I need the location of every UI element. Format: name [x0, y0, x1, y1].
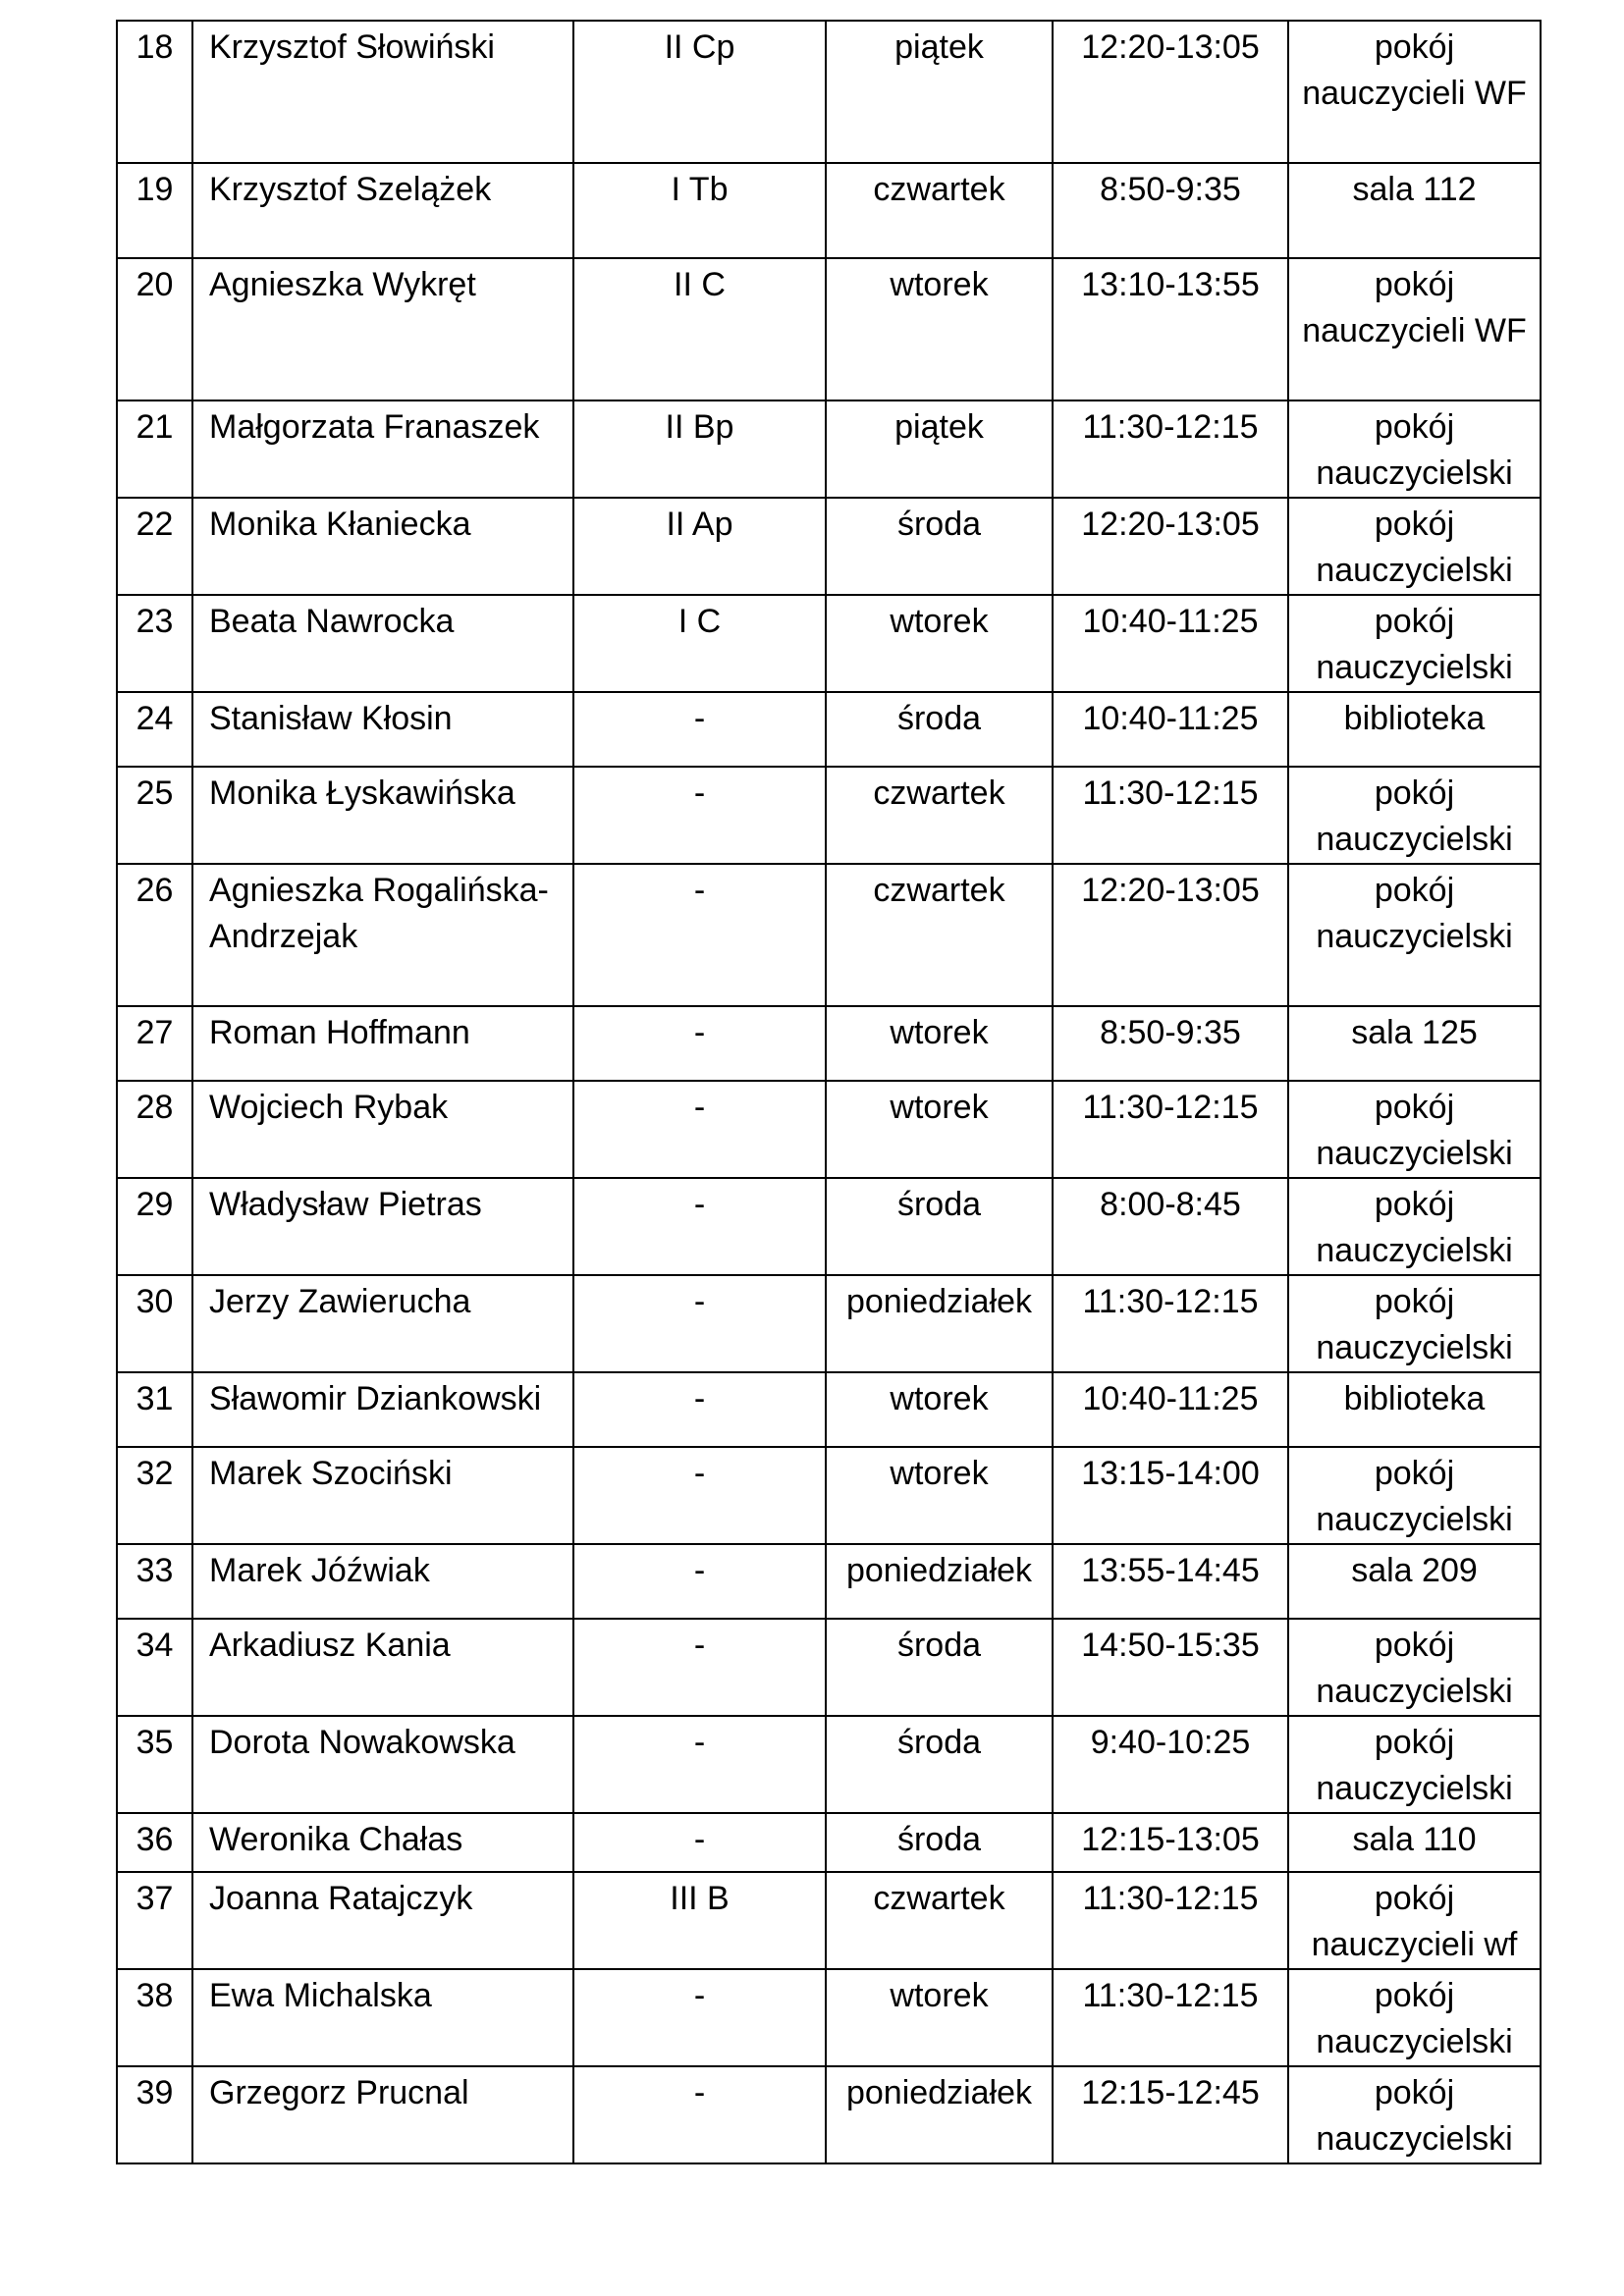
row-number-cell: 31 — [117, 1372, 192, 1447]
location-cell: pokój nauczycielski — [1288, 400, 1541, 498]
class-cell: - — [573, 2066, 826, 2163]
weekday-cell: wtorek — [826, 595, 1053, 692]
table-row — [117, 498, 1541, 595]
row-number-cell: 29 — [117, 1178, 192, 1275]
location-cell: pokój nauczycielski — [1288, 1275, 1541, 1372]
class-cell: - — [573, 1275, 826, 1372]
table-row — [117, 692, 1541, 767]
class-cell: - — [573, 1716, 826, 1813]
location-cell: sala 209 — [1288, 1544, 1541, 1619]
location-cell: biblioteka — [1288, 1372, 1541, 1447]
table-row — [117, 767, 1541, 864]
row-number-cell: 36 — [117, 1813, 192, 1872]
row-number-cell: 21 — [117, 400, 192, 498]
class-cell: I C — [573, 595, 826, 692]
location-cell: sala 125 — [1288, 1006, 1541, 1081]
class-cell: II Cp — [573, 21, 826, 163]
class-cell: - — [573, 767, 826, 864]
location-cell: pokój nauczycielski — [1288, 498, 1541, 595]
location-cell: pokój nauczycieli wf — [1288, 1872, 1541, 1969]
class-cell: - — [573, 1447, 826, 1544]
weekday-cell: poniedziałek — [826, 1544, 1053, 1619]
class-cell: - — [573, 864, 826, 1006]
table-row — [117, 1544, 1541, 1619]
class-cell: II C — [573, 258, 826, 400]
teacher-name-cell: Dorota Nowakowska — [192, 1716, 573, 1813]
time-cell: 12:15-12:45 — [1053, 2066, 1288, 2163]
time-cell: 10:40-11:25 — [1053, 692, 1288, 767]
teacher-name-cell: Małgorzata Franaszek — [192, 400, 573, 498]
weekday-cell: wtorek — [826, 258, 1053, 400]
table-row — [117, 1081, 1541, 1178]
teacher-name-cell: Weronika Chałas — [192, 1813, 573, 1872]
weekday-cell: wtorek — [826, 1447, 1053, 1544]
time-cell: 11:30-12:15 — [1053, 400, 1288, 498]
class-cell: - — [573, 1372, 826, 1447]
time-cell: 10:40-11:25 — [1053, 595, 1288, 692]
time-cell: 13:55-14:45 — [1053, 1544, 1288, 1619]
teacher-name-cell: Agnieszka Rogalińska-Andrzejak — [192, 864, 573, 1006]
teacher-name-cell: Beata Nawrocka — [192, 595, 573, 692]
table-row — [117, 1619, 1541, 1716]
time-cell: 14:50-15:35 — [1053, 1619, 1288, 1716]
location-cell: pokój nauczycielski — [1288, 767, 1541, 864]
location-cell: pokój nauczycielski — [1288, 1447, 1541, 1544]
time-cell: 13:10-13:55 — [1053, 258, 1288, 400]
weekday-cell: piątek — [826, 400, 1053, 498]
time-cell: 8:50-9:35 — [1053, 1006, 1288, 1081]
time-cell: 11:30-12:15 — [1053, 1969, 1288, 2066]
teacher-name-cell: Krzysztof Słowiński — [192, 21, 573, 163]
weekday-cell: czwartek — [826, 163, 1053, 258]
table-row — [117, 258, 1541, 400]
class-cell: - — [573, 1813, 826, 1872]
teacher-name-cell: Joanna Ratajczyk — [192, 1872, 573, 1969]
weekday-cell: środa — [826, 498, 1053, 595]
location-cell: pokój nauczycielski — [1288, 1716, 1541, 1813]
weekday-cell: czwartek — [826, 767, 1053, 864]
row-number-cell: 22 — [117, 498, 192, 595]
table-row — [117, 2066, 1541, 2163]
class-cell: - — [573, 1178, 826, 1275]
weekday-cell: środa — [826, 1813, 1053, 1872]
table-row — [117, 1372, 1541, 1447]
row-number-cell: 26 — [117, 864, 192, 1006]
time-cell: 11:30-12:15 — [1053, 1081, 1288, 1178]
table-row — [117, 1716, 1541, 1813]
class-cell: - — [573, 1544, 826, 1619]
table-row — [117, 1447, 1541, 1544]
teacher-name-cell: Sławomir Dziankowski — [192, 1372, 573, 1447]
row-number-cell: 19 — [117, 163, 192, 258]
class-cell: - — [573, 1619, 826, 1716]
table-row — [117, 400, 1541, 498]
teacher-name-cell: Arkadiusz Kania — [192, 1619, 573, 1716]
time-cell: 8:00-8:45 — [1053, 1178, 1288, 1275]
row-number-cell: 25 — [117, 767, 192, 864]
row-number-cell: 35 — [117, 1716, 192, 1813]
class-cell: - — [573, 692, 826, 767]
teacher-name-cell: Władysław Pietras — [192, 1178, 573, 1275]
table-row — [117, 1275, 1541, 1372]
time-cell: 11:30-12:15 — [1053, 1275, 1288, 1372]
teacher-name-cell: Monika Kłaniecka — [192, 498, 573, 595]
row-number-cell: 24 — [117, 692, 192, 767]
location-cell: sala 112 — [1288, 163, 1541, 258]
weekday-cell: wtorek — [826, 1081, 1053, 1178]
row-number-cell: 18 — [117, 21, 192, 163]
teacher-name-cell: Marek Jóźwiak — [192, 1544, 573, 1619]
row-number-cell: 28 — [117, 1081, 192, 1178]
location-cell: pokój nauczycieli WF — [1288, 258, 1541, 400]
time-cell: 10:40-11:25 — [1053, 1372, 1288, 1447]
weekday-cell: czwartek — [826, 1872, 1053, 1969]
teacher-name-cell: Agnieszka Wykręt — [192, 258, 573, 400]
location-cell: pokój nauczycieli WF — [1288, 21, 1541, 163]
time-cell: 12:20-13:05 — [1053, 21, 1288, 163]
location-cell: pokój nauczycielski — [1288, 1178, 1541, 1275]
class-cell: III B — [573, 1872, 826, 1969]
teacher-name-cell: Roman Hoffmann — [192, 1006, 573, 1081]
row-number-cell: 32 — [117, 1447, 192, 1544]
weekday-cell: piątek — [826, 21, 1053, 163]
class-cell: I Tb — [573, 163, 826, 258]
consultation-schedule-table — [116, 20, 1542, 2164]
class-cell: - — [573, 1969, 826, 2066]
teacher-name-cell: Ewa Michalska — [192, 1969, 573, 2066]
table-row — [117, 1006, 1541, 1081]
time-cell: 13:15-14:00 — [1053, 1447, 1288, 1544]
time-cell: 12:20-13:05 — [1053, 864, 1288, 1006]
weekday-cell: środa — [826, 1716, 1053, 1813]
weekday-cell: wtorek — [826, 1372, 1053, 1447]
class-cell: - — [573, 1006, 826, 1081]
weekday-cell: środa — [826, 692, 1053, 767]
row-number-cell: 20 — [117, 258, 192, 400]
table-row — [117, 1813, 1541, 1872]
time-cell: 11:30-12:15 — [1053, 1872, 1288, 1969]
row-number-cell: 34 — [117, 1619, 192, 1716]
location-cell: pokój nauczycielski — [1288, 1619, 1541, 1716]
teacher-name-cell: Marek Szociński — [192, 1447, 573, 1544]
table-row — [117, 1872, 1541, 1969]
table-body — [117, 21, 1541, 2163]
class-cell: II Ap — [573, 498, 826, 595]
weekday-cell: środa — [826, 1619, 1053, 1716]
table-row — [117, 595, 1541, 692]
table-row — [117, 163, 1541, 258]
weekday-cell: wtorek — [826, 1969, 1053, 2066]
time-cell: 9:40-10:25 — [1053, 1716, 1288, 1813]
location-cell: pokój nauczycielski — [1288, 595, 1541, 692]
table-row — [117, 1178, 1541, 1275]
table-row — [117, 21, 1541, 163]
time-cell: 12:20-13:05 — [1053, 498, 1288, 595]
weekday-cell: wtorek — [826, 1006, 1053, 1081]
teacher-name-cell: Jerzy Zawierucha — [192, 1275, 573, 1372]
time-cell: 8:50-9:35 — [1053, 163, 1288, 258]
row-number-cell: 38 — [117, 1969, 192, 2066]
row-number-cell: 33 — [117, 1544, 192, 1619]
time-cell: 12:15-13:05 — [1053, 1813, 1288, 1872]
weekday-cell: czwartek — [826, 864, 1053, 1006]
weekday-cell: poniedziałek — [826, 1275, 1053, 1372]
class-cell: - — [573, 1081, 826, 1178]
teacher-name-cell: Krzysztof Szelążek — [192, 163, 573, 258]
row-number-cell: 23 — [117, 595, 192, 692]
row-number-cell: 27 — [117, 1006, 192, 1081]
row-number-cell: 39 — [117, 2066, 192, 2163]
location-cell: pokój nauczycielski — [1288, 1969, 1541, 2066]
location-cell: pokój nauczycielski — [1288, 2066, 1541, 2163]
teacher-name-cell: Stanisław Kłosin — [192, 692, 573, 767]
teacher-name-cell: Grzegorz Prucnal — [192, 2066, 573, 2163]
time-cell: 11:30-12:15 — [1053, 767, 1288, 864]
table-row — [117, 864, 1541, 1006]
teacher-name-cell: Monika Łyskawińska — [192, 767, 573, 864]
weekday-cell: środa — [826, 1178, 1053, 1275]
row-number-cell: 37 — [117, 1872, 192, 1969]
class-cell: II Bp — [573, 400, 826, 498]
location-cell: pokój nauczycielski — [1288, 1081, 1541, 1178]
row-number-cell: 30 — [117, 1275, 192, 1372]
location-cell: pokój nauczycielski — [1288, 864, 1541, 1006]
table-row — [117, 1969, 1541, 2066]
location-cell: sala 110 — [1288, 1813, 1541, 1872]
location-cell: biblioteka — [1288, 692, 1541, 767]
weekday-cell: poniedziałek — [826, 2066, 1053, 2163]
teacher-name-cell: Wojciech Rybak — [192, 1081, 573, 1178]
